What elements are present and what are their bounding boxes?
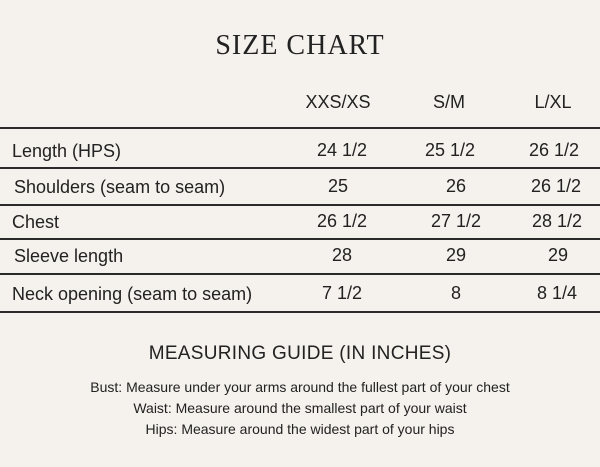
table-divider xyxy=(0,167,600,169)
table-divider xyxy=(0,311,600,313)
table-divider xyxy=(0,127,600,129)
column-header-l-xl: L/XL xyxy=(534,92,572,112)
table-cell: 26 1/2 xyxy=(530,176,582,196)
table-cell: 28 xyxy=(331,245,353,265)
guide-line-hips: Hips: Measure around the widest part of your hips xyxy=(145,421,455,437)
guide-line-waist: Waist: Measure around the smallest part of your waist xyxy=(133,400,467,416)
table-cell: 28 1/2 xyxy=(531,211,583,231)
column-header-s-m: S/M xyxy=(432,92,466,112)
table-cell: 24 1/2 xyxy=(316,140,368,160)
table-cell: 7 1/2 xyxy=(321,283,363,303)
table-cell: 25 xyxy=(327,176,349,196)
table-cell: 26 xyxy=(445,176,467,196)
table-divider xyxy=(0,204,600,206)
measuring-guide-title: MEASURING GUIDE (IN INCHES) xyxy=(148,343,452,364)
table-cell: 8 1/4 xyxy=(536,283,578,303)
page-title: SIZE CHART xyxy=(215,30,385,61)
row-label-length: Length (HPS) xyxy=(12,141,122,161)
row-label-sleeve: Sleeve length xyxy=(14,246,124,266)
table-cell: 8 xyxy=(450,283,462,303)
row-label-neck: Neck opening (seam to seam) xyxy=(12,284,253,304)
table-divider xyxy=(0,273,600,275)
row-label-shoulders: Shoulders (seam to seam) xyxy=(14,177,226,197)
table-cell: 26 1/2 xyxy=(316,211,368,231)
table-cell: 26 1/2 xyxy=(528,140,580,160)
row-label-chest: Chest xyxy=(12,212,60,232)
guide-line-bust: Bust: Measure under your arms around the fullest part of your chest xyxy=(90,379,510,395)
column-header-xxs-xs: XXS/XS xyxy=(305,92,371,112)
table-cell: 29 xyxy=(547,245,569,265)
table-divider xyxy=(0,238,600,240)
table-cell: 29 xyxy=(445,245,467,265)
table-cell: 25 1/2 xyxy=(424,140,476,160)
table-cell: 27 1/2 xyxy=(430,211,482,231)
